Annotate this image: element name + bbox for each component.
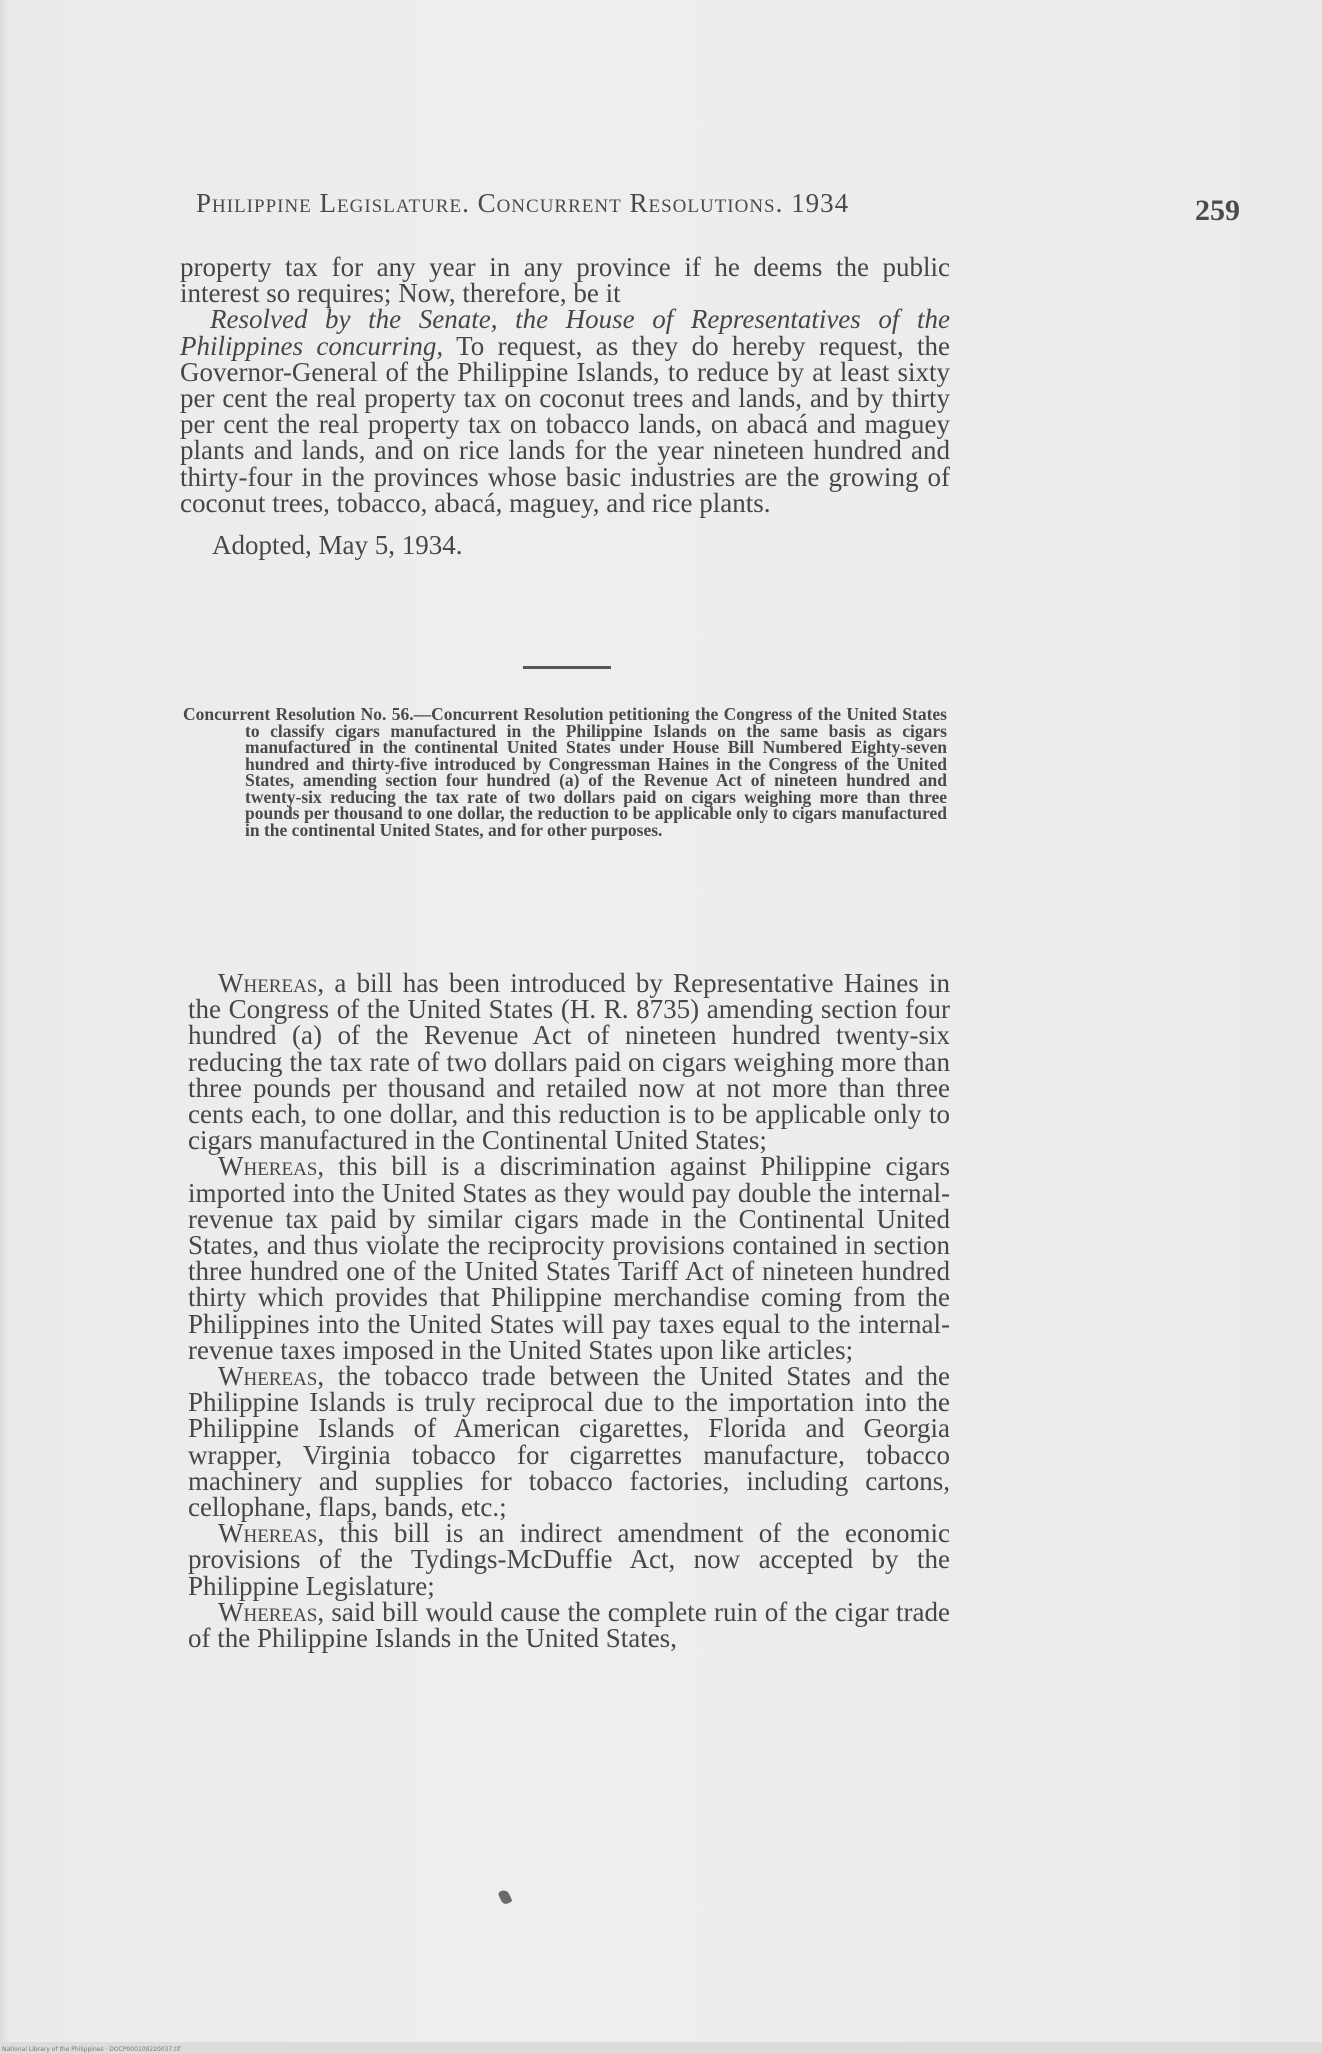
resolved-clause-italic: Resolved by the Senate, the House of Representatives of the Philippines concurring, — [180, 304, 950, 361]
whereas-label: Whereas, — [218, 1518, 325, 1549]
running-head — [196, 188, 1256, 228]
paragraph-continued: property tax for any year in any province if he deems the public interest so requires; Now, therefore, be it — [180, 252, 950, 309]
running-head-title: Philippine Legislature. Concurrent Resolutions. 1934 — [196, 188, 850, 218]
resolution-caption — [183, 706, 947, 838]
whereas-text-1: a bill has been introduced by Representative Haines in the Congress of the United States (H. R. 8735) amending section four hundred (a) of the Revenue Act of nineteen hundred twenty-six reducing the tax rate of two dollars paid on cigars weighing more than three pounds per thousand and retailed now at not more than three cents each, to one dollar, and this reduction is to be applicable only to cigars manufactured in the Continental United States; — [188, 968, 950, 1156]
scan-footer — [0, 2042, 1322, 2054]
whereas-clause-1 — [188, 968, 950, 1156]
scan-footer-note: National Library of the Philippines · DOCP000109220037.tif — [2, 2046, 181, 2053]
whereas-clause-2 — [188, 1153, 950, 1363]
whereas-clause-5 — [188, 1596, 950, 1654]
resolved-clause-text: To request, as they do hereby request, the Governor-General of the Philippine Islands, to reduce by at least sixty per cent the real property tax on coconut trees and lands, and by thirty per cent the real property tax on tobacco lands, on abacá and maguey plants and lands, and on rice lands for the year nineteen hundred and thirty-four in the provinces whose basic industries are the growing of coconut trees, tobacco, abacá, maguey, and rice plants. — [180, 330, 950, 518]
whereas-text-2: this bill is a discrimination against Philippine cigars imported into the United States as they would pay double the internal-revenue tax paid by similar cigars made in the Continental United States, and thus violate the reciprocity provisions contained in section three hundred one of the United States Tariff Act of nineteen hundred thirty which provides that Philippine merchandise coming from the Philippines into the United States will pay taxes equal to the internal-revenue taxes imposed in the United States upon like articles; — [188, 1151, 950, 1365]
whereas-clause-4 — [188, 1520, 950, 1599]
whereas-section — [188, 968, 950, 1654]
page-number: 259 — [1195, 194, 1240, 227]
section-divider — [523, 666, 611, 669]
resolved-paragraph — [180, 306, 950, 516]
whereas-label: Whereas, — [218, 1151, 325, 1182]
whereas-label: Whereas, — [218, 1361, 325, 1392]
whereas-label: Whereas, — [218, 968, 325, 998]
whereas-text-4: this bill is an indirect amendment of the economic provisions of the Tydings-McDuffie Act, now accepted by the Philippine Legislature; — [188, 1518, 950, 1601]
whereas-text-3: the tobacco trade between the United States and the Philippine Islands is truly reciprocal due to the importation into the Philippine Islands of American cigarettes, Florida and Georgia wrapper, Virginia tobacco for cigarrettes manufacture, tobacco machinery and supplies for tobacco factories, including cartons, cellophane, flaps, bands, etc.; — [188, 1361, 950, 1523]
ink-mark — [498, 1889, 513, 1906]
whereas-text-5: said bill would cause the complete ruin of the cigar trade of the Philippine Islands in the United States, — [188, 1596, 950, 1654]
top-section — [180, 252, 950, 561]
whereas-clause-3 — [188, 1361, 950, 1523]
adopted-date: Adopted, May 5, 1934. — [212, 530, 463, 561]
whereas-label: Whereas, — [218, 1596, 325, 1627]
resolution-caption-text: Concurrent Resolution No. 56.—Concurrent Resolution petitioning the Congress of the United States to classify cigars manufactured in the Philippine Islands on the same basis as cigars manufactured in the continental United States under House Bill Numbered Eighty-seven hundred and thirty-five introduced by Congressman Haines in the Congress of the United States, amending section four hundred (a) of the Revenue Act of nineteen hundred and twenty-six reducing the tax rate of two dollars paid on cigars weighing more than three pounds per thousand to one dollar, the reduction to be applicable only to cigars manufactured in the continental United States, and for other purposes. — [183, 704, 947, 840]
